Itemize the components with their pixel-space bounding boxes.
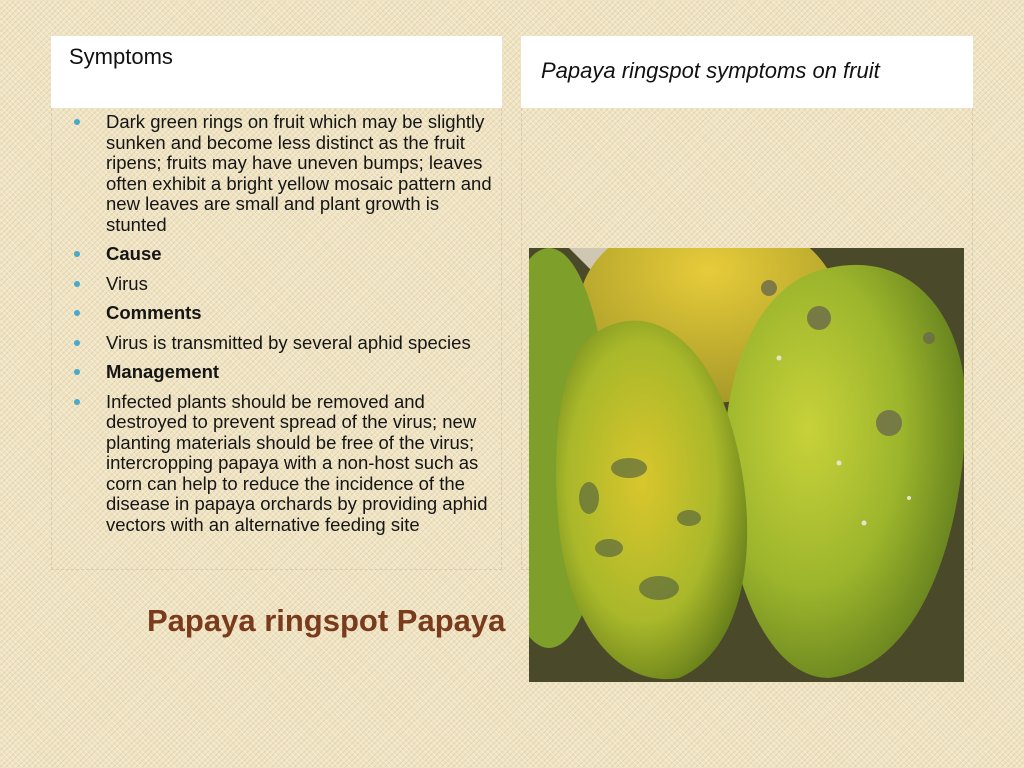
image-caption-box — [521, 36, 973, 108]
papaya-illustration — [529, 248, 964, 682]
bullet-comments-heading: Comments — [72, 303, 492, 324]
bullet-cause-value: Virus — [72, 274, 492, 295]
symptoms-header-box — [51, 36, 502, 108]
bullet-dot-icon — [74, 310, 80, 316]
bullet-cause-heading: Cause — [72, 244, 492, 265]
bullet-management-heading: Management — [72, 362, 492, 383]
slide-title: Papaya ringspot Papaya — [147, 603, 506, 638]
bullet-dot-icon — [74, 340, 80, 346]
bullet-dot-icon — [74, 119, 80, 125]
bullet-management-value: Infected plants should be removed and destroyed to prevent spread of the virus; new planting materials should be free of the virus; intercropping papaya with a non-host such as corn can help to reduce the incidence of the disease in papaya orchards by providing aphid vectors with an alternative feeding site — [72, 392, 492, 536]
bullet-dot-icon — [74, 251, 80, 257]
image-caption: Papaya ringspot symptoms on fruit — [541, 58, 880, 83]
bullet-dot-icon — [74, 399, 80, 405]
bullet-comments-value: Virus is transmitted by several aphid species — [72, 333, 492, 354]
symptoms-heading: Symptoms — [69, 44, 173, 69]
bullet-symptom-description: Dark green rings on fruit which may be slightly sunken and become less distinct as the fruit ripens; fruits may have uneven bumps; leaves often exhibit a bright yellow mosaic pattern and new leaves are small and plant growth is stunted — [72, 112, 492, 235]
bullet-dot-icon — [74, 369, 80, 375]
bullet-dot-icon — [74, 281, 80, 287]
symptom-bullet-list — [72, 112, 492, 544]
papaya-fruit-photo — [529, 248, 964, 682]
